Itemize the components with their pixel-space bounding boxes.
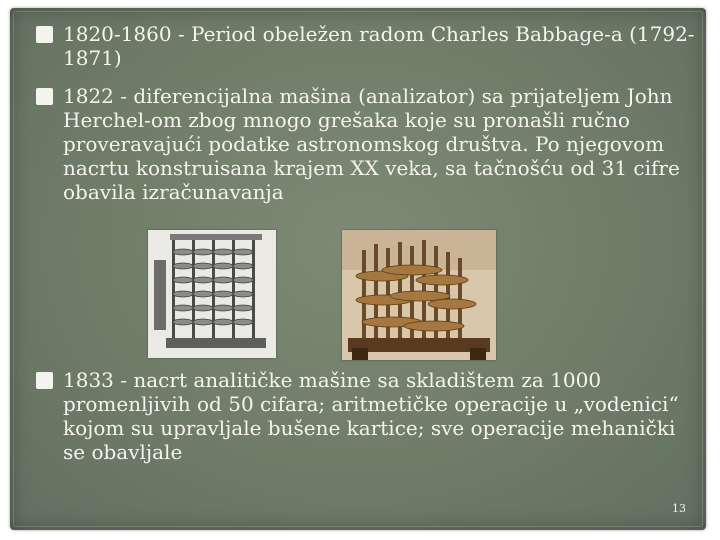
bullet-marker-icon [36,372,53,389]
bullet-difference-engine [36,84,703,204]
difference-engine-illustration [148,230,276,358]
bullet-babbage-period [36,22,703,70]
bullet-text: 1833 - nacrt analitičke mašine sa skladištem za 1000 promenljivih od 50 cifara; aritmetičke operacije u „vodenici“ kojom su upravljale bušene kartice; sve operacije mehanički se obavljale [63,368,679,464]
slide-number: 13 [672,502,686,515]
bullet-marker-icon [36,88,53,105]
analytical-engine-photo [342,230,496,360]
analytical-engine-illustration [342,230,496,360]
bullet-analytical-engine [36,368,703,464]
bullet-text: 1820-1860 - Period obeležen radom Charles Babbage-a (1792-1871) [63,22,695,70]
bullet-marker-icon [36,26,53,43]
difference-engine-photo [148,230,276,358]
bullet-text: 1822 - diferencijalna mašina (analizator) sa prijateljem John Herchel-om zbog mnogo grešaka koje su pronašli ručno proveravajući podatke astronomskog društva. Po njegovom nacrtu konstruisana krajem XX veka, sa tačnošću od 31 cifre obavila izračunavanja [63,84,680,204]
